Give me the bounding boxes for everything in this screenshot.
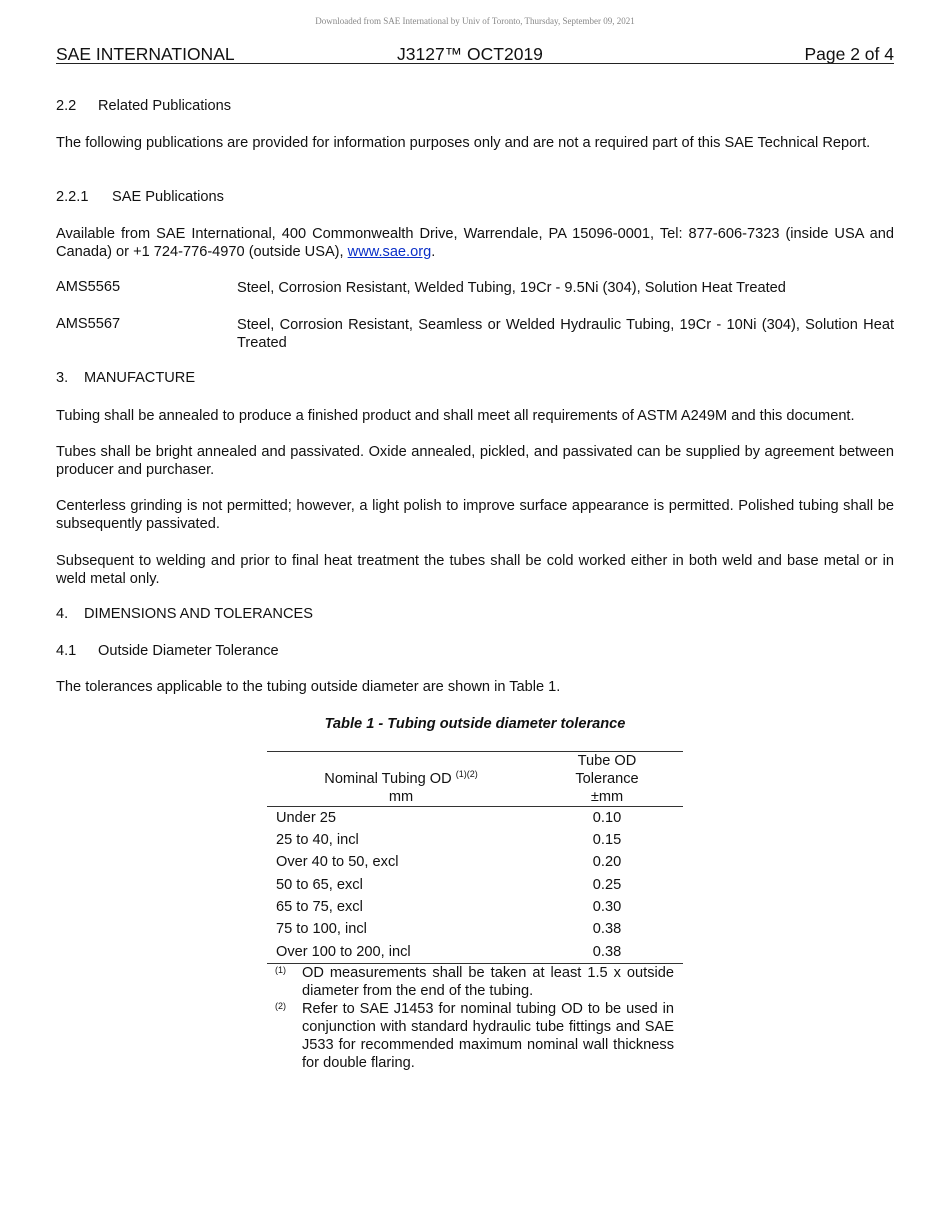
sae-website-link[interactable]: www.sae.org: [347, 244, 432, 260]
section-2-2-1-paragraph: [56, 225, 894, 261]
nominal-od-footnote-refs: (1)(2): [455, 769, 478, 779]
section-3-title: MANUFACTURE: [84, 370, 196, 386]
table-caption: Table 1 - Tubing outside diameter tolerance: [324, 716, 626, 732]
table-cell-range: Over 100 to 200, incl: [276, 944, 411, 960]
manufacture-paragraph: Tubes shall be bright annealed and passivated. Oxide annealed, pickled, and passivated can be supplied by agreement between producer and purchaser.: [56, 444, 894, 478]
table-header-nominal-od-unit: mm: [388, 789, 414, 805]
table-header-tolerance: Tolerance: [575, 771, 639, 787]
section-4-1-paragraph: The tolerances applicable to the tubing outside diameter are shown in Table 1.: [56, 679, 561, 695]
table-cell-tolerance: 0.15: [592, 832, 622, 848]
reference-description: Steel, Corrosion Resistant, Seamless or Welded Hydraulic Tubing, 19Cr - 10Ni (304), Solution Heat Treated: [237, 317, 894, 351]
manufacture-paragraph: Subsequent to welding and prior to final heat treatment the tubes shall be cold worked either in both weld and base metal or in weld metal only.: [56, 553, 894, 587]
reference-description: Steel, Corrosion Resistant, Welded Tubing, 19Cr - 9.5Ni (304), Solution Heat Treated: [237, 280, 786, 296]
table-cell-tolerance: 0.25: [592, 877, 622, 893]
section-2-2-paragraph: The following publications are provided for information purposes only and are not a required part of this SAE Technical Report.: [56, 135, 871, 151]
table-cell-tolerance: 0.38: [592, 921, 622, 937]
table-cell-range: Over 40 to 50, excl: [276, 854, 399, 870]
table-header-nominal-od: [267, 771, 535, 787]
table-top-rule: [267, 751, 683, 752]
availability-text: Available from SAE International, 400 Commonwealth Drive, Warrendale, PA 15096-0001, Tel: 877-606-7323 (inside USA and Canada) or +1 724-776-4970 (outside USA),: [56, 226, 894, 260]
footnote-mark: (2): [275, 1001, 286, 1011]
section-4-title: DIMENSIONS AND TOLERANCES: [84, 606, 313, 622]
table-cell-tolerance: 0.30: [592, 899, 622, 915]
table-cell-range: 50 to 65, excl: [276, 877, 363, 893]
table-cell-tolerance: 0.38: [592, 944, 622, 960]
table-cell-range: Under 25: [276, 810, 337, 826]
header-rule: [56, 63, 894, 64]
section-4-1-number: 4.1: [56, 643, 77, 659]
section-4-1-title: Outside Diameter Tolerance: [98, 643, 279, 659]
footnote-text: OD measurements shall be taken at least 1.5 x outside diameter from the end of the tubing.: [302, 965, 674, 999]
table-header-rule: [267, 806, 683, 807]
table-cell-range: 25 to 40, incl: [276, 832, 359, 848]
header-page-number: Page 2 of 4: [804, 44, 894, 64]
section-2-2-1-title: SAE Publications: [112, 189, 224, 205]
table-cell-range: 65 to 75, excl: [276, 899, 363, 915]
table-cell-range: 75 to 100, incl: [276, 921, 367, 937]
header-org: SAE INTERNATIONAL: [56, 44, 235, 64]
table-cell-tolerance: 0.20: [592, 854, 622, 870]
download-notice: Downloaded from SAE International by Univ of Toronto, Thursday, September 09, 2021: [315, 16, 635, 26]
manufacture-paragraph: Tubing shall be annealed to produce a finished product and shall meet all requirements of ASTM A249M and this document.: [56, 408, 855, 424]
manufacture-paragraph: Centerless grinding is not permitted; however, a light polish to improve surface appearance is permitted. Polished tubing shall be subsequently passivated.: [56, 498, 894, 532]
reference-id: AMS5567: [56, 316, 121, 332]
table-header-tube-od: Tube OD: [577, 753, 637, 769]
section-2-2-number: 2.2: [56, 98, 77, 114]
section-2-2-title: Related Publications: [98, 98, 232, 114]
section-4-number: 4.: [56, 606, 69, 622]
table-cell-tolerance: 0.10: [592, 810, 622, 826]
section-2-2-1-number: 2.2.1: [56, 189, 89, 205]
section-3-number: 3.: [56, 370, 69, 386]
nominal-od-label: Nominal Tubing OD: [324, 771, 452, 787]
header-doc-id: J3127™ OCT2019: [397, 44, 543, 64]
table-header-tolerance-unit: ±mm: [590, 789, 624, 805]
footnote-text: Refer to SAE J1453 for nominal tubing OD to be used in conjunction with standard hydraulic tube fittings and SAE J533 for recommended maximum nominal wall thickness for double flaring.: [302, 1001, 674, 1071]
reference-id: AMS5565: [56, 279, 121, 295]
availability-period: .: [431, 244, 436, 260]
footnote-mark: (1): [275, 965, 286, 975]
